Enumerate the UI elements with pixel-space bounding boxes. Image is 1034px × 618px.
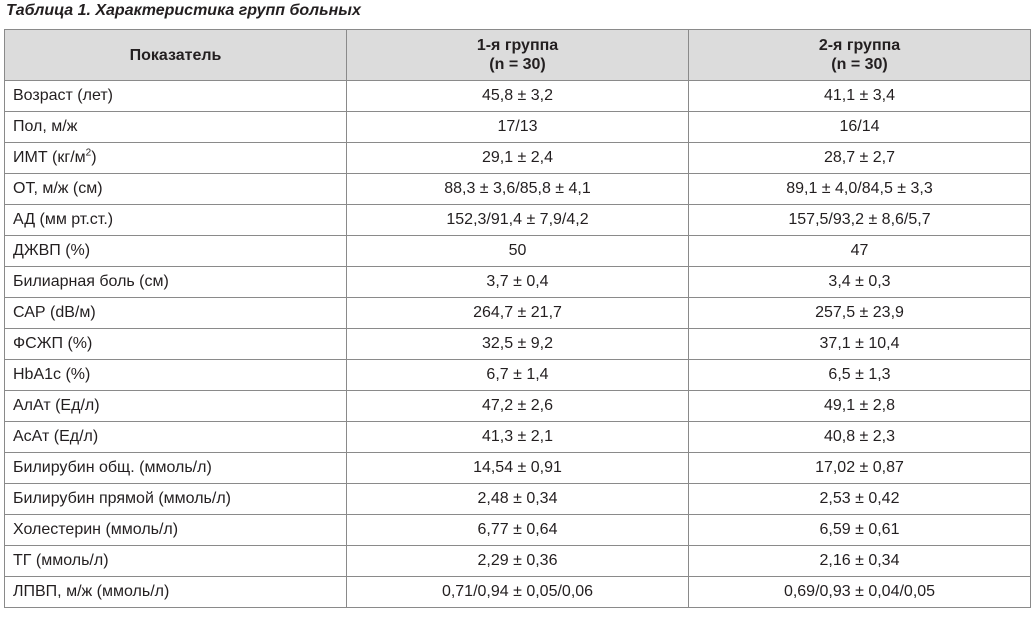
group-1-value: 14,54 ± 0,91 (347, 453, 689, 484)
table-row (5, 546, 1031, 577)
header-row (5, 30, 1031, 81)
group-2-value: 6,5 ± 1,3 (689, 360, 1031, 391)
table-row (5, 143, 1031, 174)
row-indicator-label: ТГ (ммоль/л) (5, 546, 347, 577)
group-1-value: 2,48 ± 0,34 (347, 484, 689, 515)
row-indicator-label: Возраст (лет) (5, 81, 347, 112)
table-row (5, 174, 1031, 205)
group-1-value: 88,3 ± 3,6/85,8 ± 4,1 (347, 174, 689, 205)
table-row (5, 422, 1031, 453)
table-row (5, 267, 1031, 298)
header-group-1-title: 1-я группа (476, 37, 559, 54)
group-2-value: 3,4 ± 0,3 (689, 267, 1031, 298)
row-indicator-label: Пол, м/ж (5, 112, 347, 143)
group-2-value: 89,1 ± 4,0/84,5 ± 3,3 (689, 174, 1031, 205)
table-row (5, 298, 1031, 329)
group-1-value: 32,5 ± 9,2 (347, 329, 689, 360)
table-row (5, 236, 1031, 267)
row-indicator-label: ОТ, м/ж (см) (5, 174, 347, 205)
header-group-2 (689, 30, 1031, 81)
table-row (5, 205, 1031, 236)
table-row (5, 360, 1031, 391)
group-2-value: 2,53 ± 0,42 (689, 484, 1031, 515)
row-indicator-label: АД (мм рт.ст.) (5, 205, 347, 236)
row-indicator-label: АлАт (Ед/л) (5, 391, 347, 422)
table-row (5, 391, 1031, 422)
group-2-value: 37,1 ± 10,4 (689, 329, 1031, 360)
table-row (5, 577, 1031, 608)
group-1-value: 3,7 ± 0,4 (347, 267, 689, 298)
group-2-value: 157,5/93,2 ± 8,6/5,7 (689, 205, 1031, 236)
header-group-2-title: 2-я группа (818, 37, 901, 54)
row-indicator-label: ДЖВП (%) (5, 236, 347, 267)
row-indicator-label: HbA1c (%) (5, 360, 347, 391)
row-indicator-label: АсАт (Ед/л) (5, 422, 347, 453)
header-group-1 (347, 30, 689, 81)
group-2-value: 0,69/0,93 ± 0,04/0,05 (689, 577, 1031, 608)
row-indicator-label: Холестерин (ммоль/л) (5, 515, 347, 546)
group-1-value: 29,1 ± 2,4 (347, 143, 689, 174)
group-2-value: 47 (689, 236, 1031, 267)
header-group-2-count: (n = 30) (831, 56, 888, 73)
group-2-value: 49,1 ± 2,8 (689, 391, 1031, 422)
table-row (5, 329, 1031, 360)
group-1-value: 45,8 ± 3,2 (347, 81, 689, 112)
group-2-value: 17,02 ± 0,87 (689, 453, 1031, 484)
group-1-value: 17/13 (347, 112, 689, 143)
group-1-value: 6,7 ± 1,4 (347, 360, 689, 391)
row-indicator-label: ЛПВП, м/ж (ммоль/л) (5, 577, 347, 608)
group-1-value: 50 (347, 236, 689, 267)
group-1-value: 0,71/0,94 ± 0,05/0,06 (347, 577, 689, 608)
group-1-value: 264,7 ± 21,7 (347, 298, 689, 329)
row-indicator-label: ФСЖП (%) (5, 329, 347, 360)
group-1-value: 47,2 ± 2,6 (347, 391, 689, 422)
row-indicator-label: Билирубин общ. (ммоль/л) (5, 453, 347, 484)
group-2-value: 28,7 ± 2,7 (689, 143, 1031, 174)
table-row (5, 515, 1031, 546)
group-1-value: 6,77 ± 0,64 (347, 515, 689, 546)
row-indicator-label: ИМТ $(кг/м^2)$ (5, 143, 347, 174)
row-indicator-label: САР (dB/м) (5, 298, 347, 329)
group-2-value: 2,16 ± 0,34 (689, 546, 1031, 577)
header-group-1-count: (n = 30) (489, 56, 546, 73)
group-1-value: 2,29 ± 0,36 (347, 546, 689, 577)
table-row (5, 112, 1031, 143)
patient-groups-table (4, 29, 1031, 608)
table-row (5, 453, 1031, 484)
table-caption: Таблица 1. Характеристика групп больных (6, 2, 361, 19)
group-2-value: 6,59 ± 0,61 (689, 515, 1031, 546)
row-indicator-label: Билирубин прямой (ммоль/л) (5, 484, 347, 515)
table-row (5, 81, 1031, 112)
group-2-value: 40,8 ± 2,3 (689, 422, 1031, 453)
group-2-value: 41,1 ± 3,4 (689, 81, 1031, 112)
group-2-value: 257,5 ± 23,9 (689, 298, 1031, 329)
group-1-value: 41,3 ± 2,1 (347, 422, 689, 453)
table-body (5, 81, 1031, 608)
row-indicator-label: Билиарная боль (см) (5, 267, 347, 298)
group-1-value: 152,3/91,4 ± 7,9/4,2 (347, 205, 689, 236)
header-indicator: Показатель (5, 30, 347, 81)
group-2-value: 16/14 (689, 112, 1031, 143)
table-row (5, 484, 1031, 515)
